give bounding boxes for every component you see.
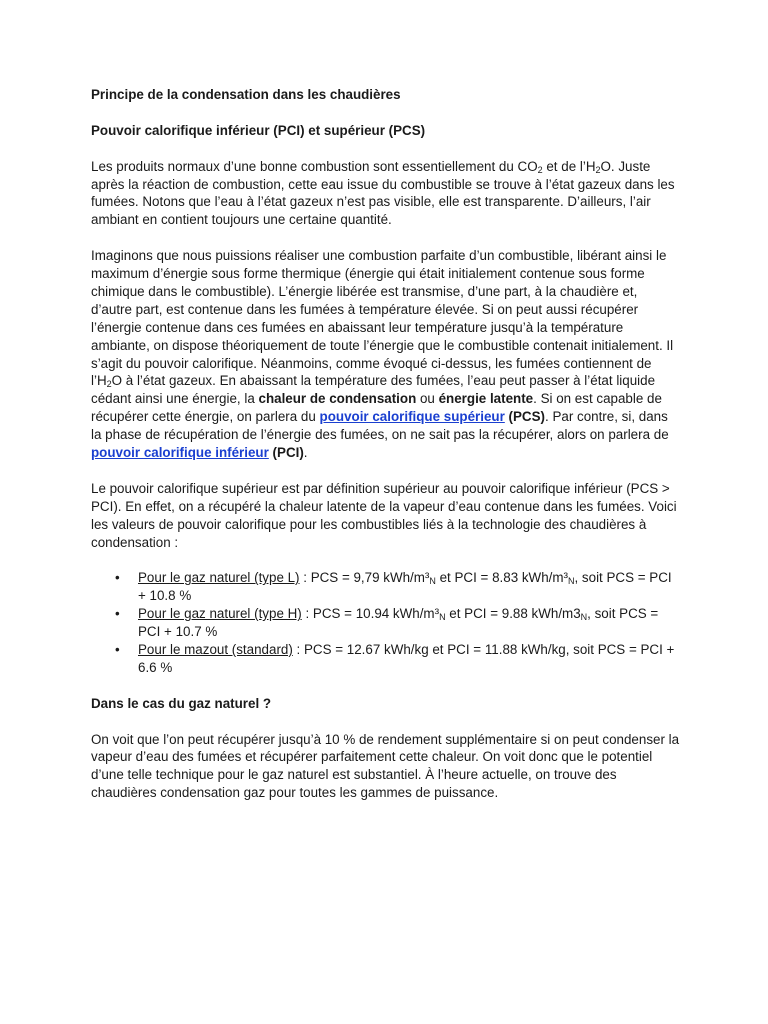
subscript: N: [580, 612, 588, 623]
text-span: . Par contre, si, dans la phase de récupération de l’énergie des fumées, on ne sait pas la récupérer, alors on parlera de: [91, 409, 669, 443]
text-span: et PCI = 8.83 kWh/m³: [435, 570, 568, 586]
list-item-gaz-type-l: [91, 569, 681, 605]
text-span: et PCI = 9.88 kWh/m3: [445, 606, 581, 622]
link-pouvoir-calorifique-inferieur[interactable]: pouvoir calorifique inférieur: [91, 445, 269, 461]
bold-term-pci: (PCI): [268, 445, 304, 461]
text-span: . Si on est capable de récupérer cette énergie, on parlera du: [91, 391, 662, 425]
text-span: : PCS = 12.67 kWh/kg et PCI = 11.88 kWh/kg, soit PCS = PCI + 6.6 %: [138, 642, 675, 675]
text-span: , soit PCS = PCI + 10.8 %: [138, 570, 672, 604]
subscript: N: [567, 576, 575, 587]
subscript: 2: [106, 379, 112, 390]
subscript: N: [429, 576, 436, 587]
list-item-mazout: [91, 641, 681, 677]
bold-term-latent-energy: énergie latente: [438, 391, 534, 407]
bullet-icon: •: [115, 642, 120, 658]
document-body: [91, 86, 681, 820]
paragraph-perfect-combustion: [91, 247, 681, 462]
list-item-gaz-type-h: [91, 605, 681, 641]
text-span: ou: [416, 391, 439, 407]
bold-term-pcs: (PCS): [504, 409, 545, 425]
list-item-label: Pour le gaz naturel (type L): [138, 570, 300, 586]
link-pouvoir-calorifique-superieur[interactable]: pouvoir calorifique supérieur: [319, 409, 505, 425]
list-item-label: Pour le gaz naturel (type H): [138, 606, 302, 622]
text-span: , soit PCS = PCI + 10.7 %: [138, 606, 659, 640]
list-item-label: Pour le mazout (standard): [138, 642, 293, 658]
paragraph-gaz-naturel: On voit que l’on peut récupérer jusqu’à 10 % de rendement supplémentaire si on peut condenser la vapeur d’eau des fumées et récupérer parfaitement cette chaleur. On voit donc que le potentiel d’une telle technique pour le gaz naturel est substantiel. À l’heure actuelle, on trouve des chaudières condensation gaz pour toutes les gammes de puissance.: [91, 731, 680, 801]
text-span: .: [303, 445, 308, 461]
text-span: : PCS = 9,79 kWh/m³: [299, 570, 430, 586]
text-span: Imaginons que nous puissions réaliser une combustion parfaite d’un combustible, libérant ainsi le maximum d’énergie sous forme thermique (énergie qui était initialement contenue sous forme chimique dans le combustible). L’énergie libérée est transmise, d’une part, à la chaudière et, d’autre part, est contenue dans les fumées à température élevée. Si on peut aussi récupérer l’énergie contenue dans ces fumées en abaissant leur température jusqu’à la température ambiante, on dispose théoriquement de toute l’énergie que le combustible contenait initialement. Il s’agit du pouvoir calorifique. Néanmoins, comme évoqué ci-dessus, les fumées contiennent de l’H: [91, 248, 674, 389]
fuel-values-list: [91, 569, 681, 676]
bullet-icon: •: [115, 570, 120, 586]
paragraph-combustion-products: [91, 158, 681, 230]
text-span: et de l’H: [542, 158, 596, 174]
text-span: : PCS = 10.94 kWh/m³: [301, 606, 440, 622]
bullet-icon: •: [115, 606, 120, 622]
subscript: 2: [537, 164, 543, 175]
subscript: N: [439, 612, 446, 623]
section-heading-pci-pcs: Pouvoir calorifique inférieur (PCI) et supérieur (PCS): [91, 122, 426, 138]
document-title: Principe de la condensation dans les chaudières: [91, 87, 401, 102]
section-heading-gaz-naturel: Dans le cas du gaz naturel ?: [91, 695, 272, 711]
paragraph-pcs-greater-pci: Le pouvoir calorifique supérieur est par définition supérieur au pouvoir calorifique inférieur (PCS > PCI). En effet, on a récupéré la chaleur latente de la vapeur d’eau contenue dans les fumées. Voici les valeurs de pouvoir calorifique pour les combustibles liés à la technologie des chaudières à condensation :: [91, 480, 677, 550]
bold-term-condensation-heat: chaleur de condensation: [258, 391, 417, 407]
text-span: Les produits normaux d’une bonne combustion sont essentiellement du CO: [91, 158, 538, 174]
subscript: 2: [595, 164, 601, 175]
text-span: O à l’état gazeux. En abaissant la température des fumées, l’eau peut passer à l’état liquide cédant ainsi une énergie, la: [91, 373, 656, 407]
text-span: O. Juste après la réaction de combustion, cette eau issue du combustible se trouve à l’état gazeux dans les fumées. Notons que l’eau à l’état gazeux n’est pas visible, elle est transparente. D’ailleurs, l’air ambiant en contient toujours une certaine quantité.: [91, 158, 675, 228]
